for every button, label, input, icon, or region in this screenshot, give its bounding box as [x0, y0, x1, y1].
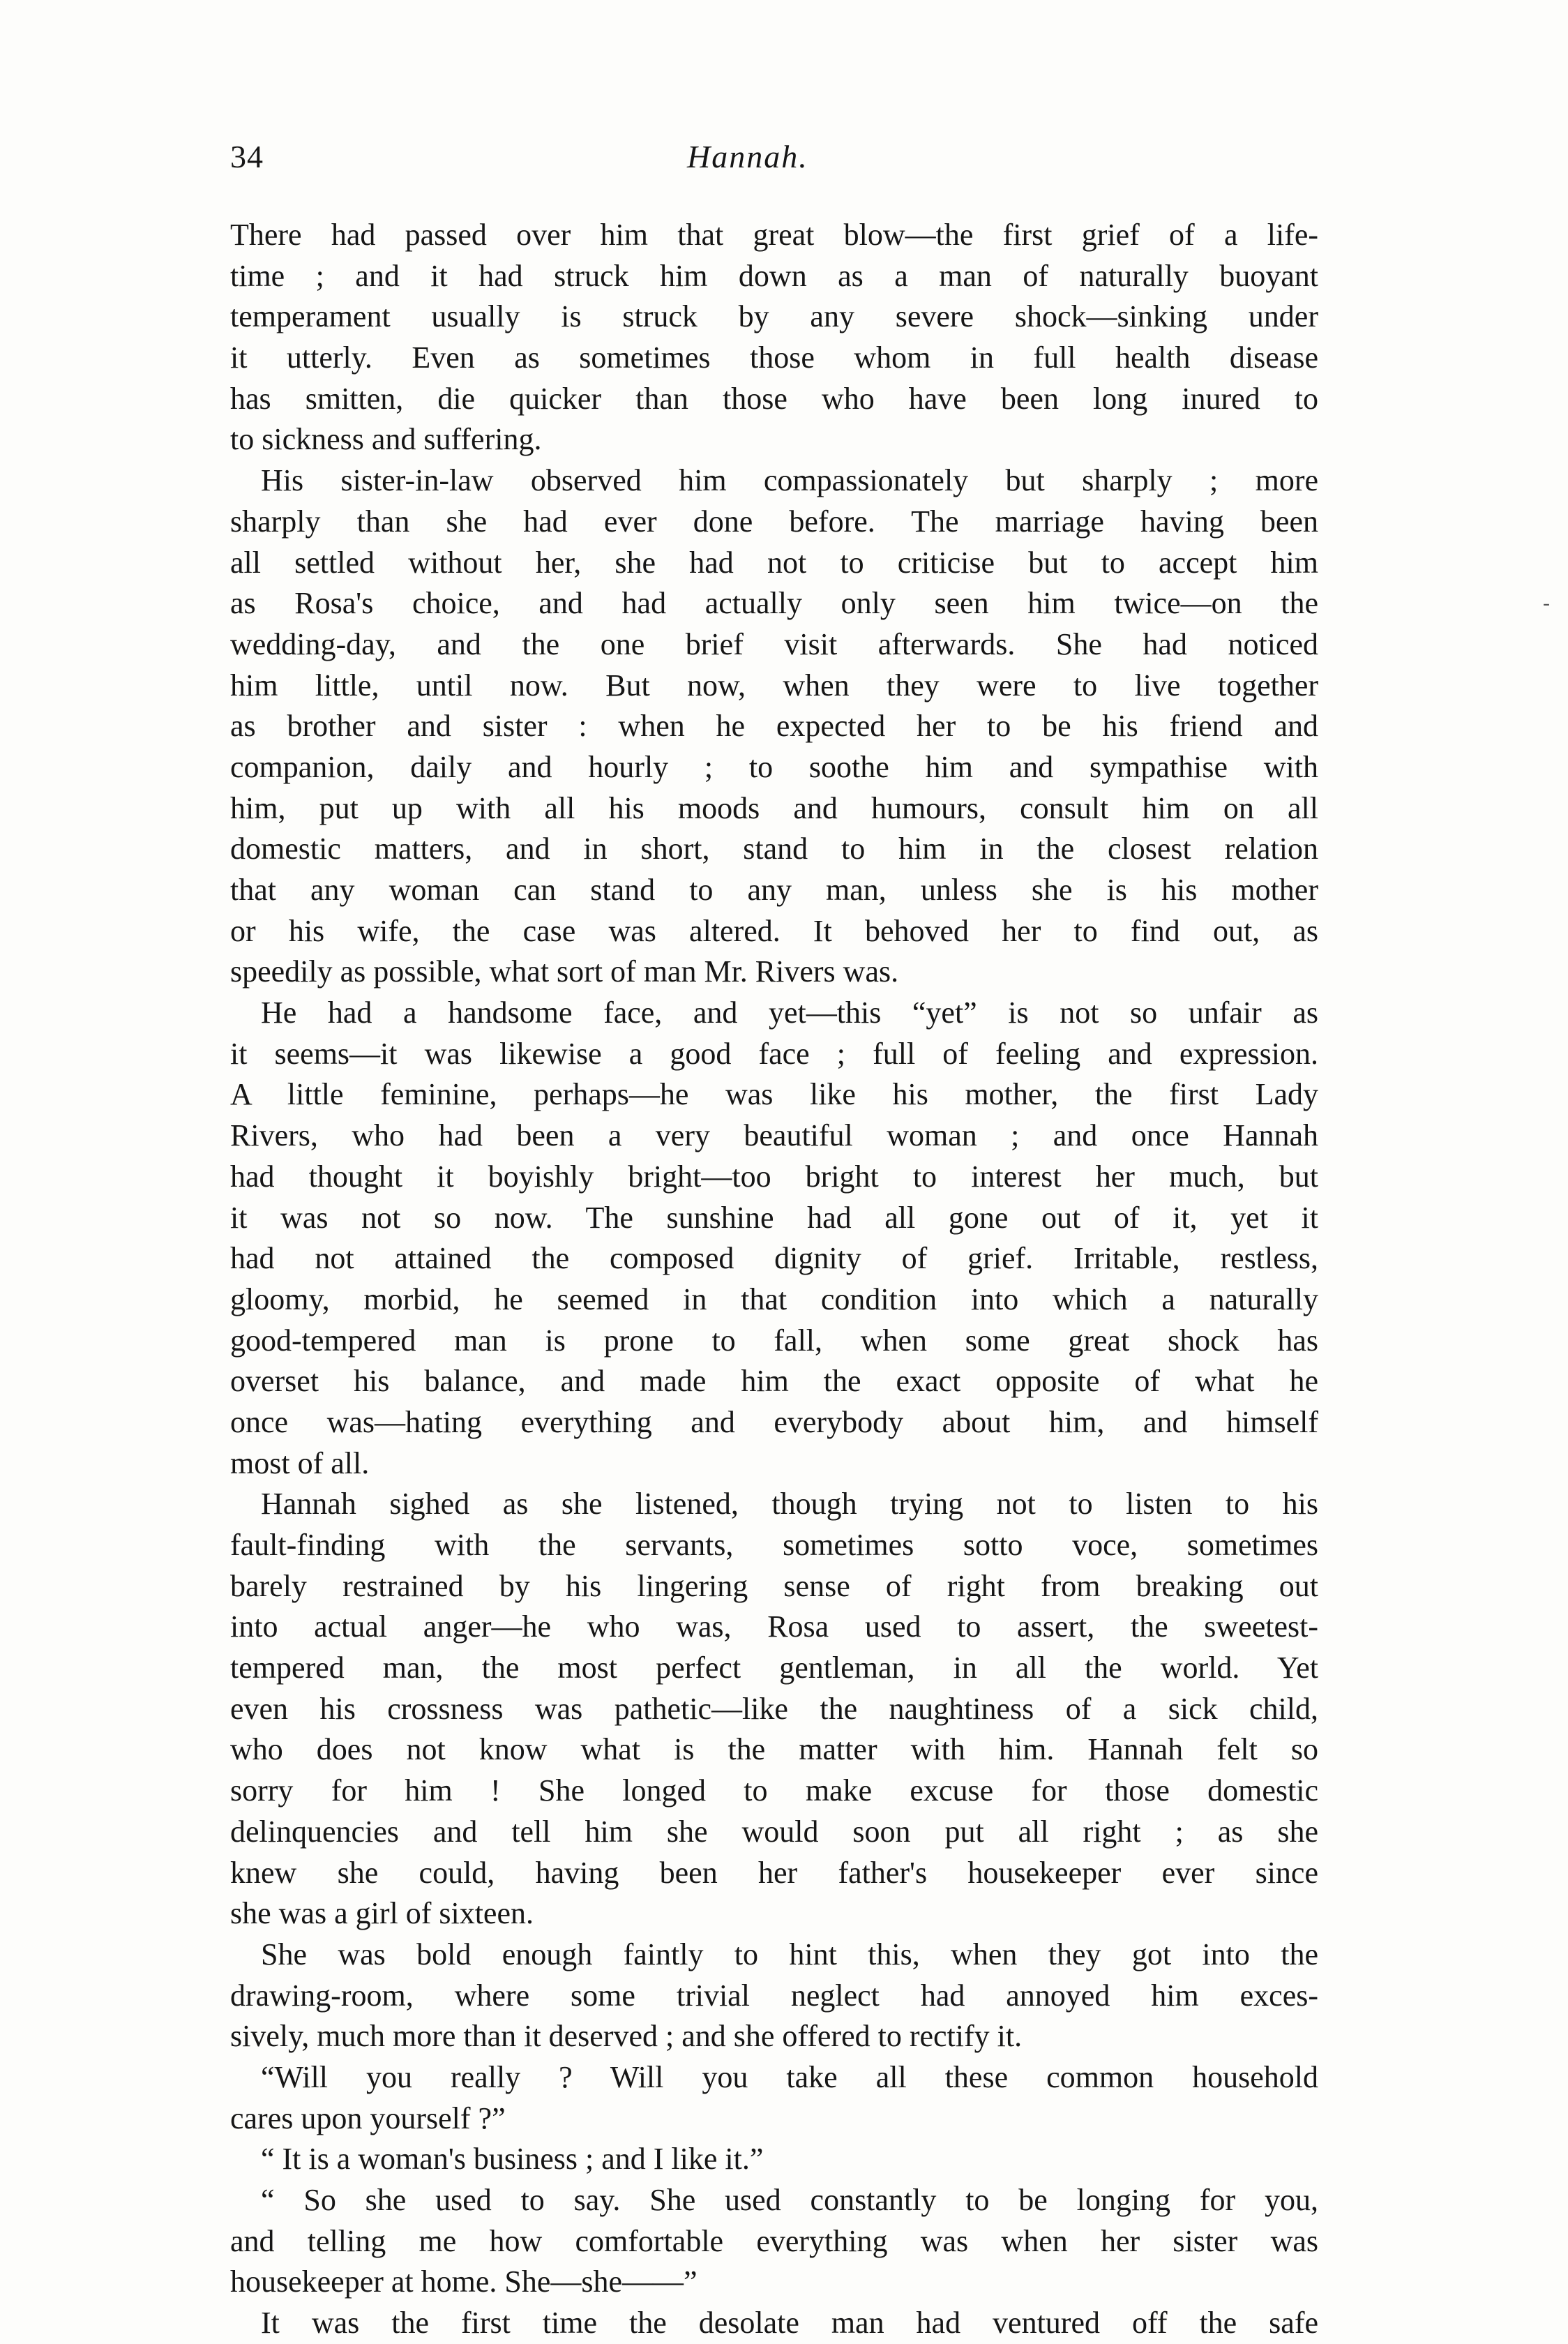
page-header — [230, 138, 1318, 187]
paragraph-start: Hannah sighed as she listened, though trying not to listen to his — [261, 1487, 1318, 1522]
text-line: even his crossness was pathetic—like the naughtiness of a sick child, — [230, 1691, 1318, 1726]
text-line: drawing-room, where some trivial neglect had annoyed him exces- — [230, 1978, 1318, 2013]
paragraph-start: “ It is a woman's business ; and I like it.” — [261, 2142, 764, 2177]
text-line: companion, daily and hourly ; to soothe him and sympathise with — [230, 749, 1318, 784]
text-line: sorry for him ! She longed to make excuse for those domestic — [230, 1773, 1318, 1808]
text-line: or his wife, the case was altered. It behoved her to find out, as — [230, 913, 1318, 948]
text-line: she was a girl of sixteen. — [230, 1896, 534, 1931]
text-line: that any woman can stand to any man, unless she is his mother — [230, 873, 1318, 907]
running-title: Hannah. — [687, 139, 808, 174]
text-line: A little feminine, perhaps—he was like his mother, the first Lady — [230, 1077, 1318, 1112]
text-line: it utterly. Even as sometimes those whom in full health disease — [230, 340, 1318, 375]
text-line: and telling me how comfortable everything was when her sister was — [230, 2223, 1318, 2258]
text-line: it seems—it was likewise a good face ; full of feeling and expression. — [230, 1036, 1318, 1071]
text-line: had thought it boyishly bright—too bright to interest her much, but — [230, 1159, 1318, 1194]
text-line: him little, until now. But now, when they were to live together — [230, 668, 1318, 703]
text-line: domestic matters, and in short, stand to him in the closest relation — [230, 832, 1318, 866]
text-line: time ; and it had struck him down as a man of naturally buoyant — [230, 258, 1318, 293]
text-line: him, put up with all his moods and humours, consult him on all — [230, 790, 1318, 825]
text-line: temperament usually is struck by any severe shock—sinking under — [230, 299, 1318, 334]
paragraph-start: His sister-in-law observed him compassionately but sharply ; more — [261, 463, 1318, 498]
text-line: once was—hating everything and everybody about him, and himself — [230, 1404, 1318, 1439]
text-line: fault-finding with the servants, sometimes sotto voce, sometimes — [230, 1528, 1318, 1562]
text-line: good-tempered man is prone to fall, when some great shock has — [230, 1323, 1318, 1358]
text-line: knew she could, having been her father's housekeeper ever since — [230, 1855, 1318, 1890]
text-line: speedily as possible, what sort of man Mr. Rivers was. — [230, 954, 899, 989]
text-line: There had passed over him that great blow—the first grief of a life- — [230, 218, 1318, 252]
paragraph-start: He had a handsome face, and yet—this “yet” is not so unfair as — [261, 996, 1318, 1030]
text-line: has smitten, die quicker than those who have been long inured to — [230, 381, 1318, 416]
paragraph-start: It was the first time the desolate man had ventured off the safe — [261, 2306, 1318, 2341]
text-line: housekeeper at home. She—she——” — [230, 2264, 698, 2299]
text-line: Rivers, who had been a very beautiful woman ; and once Hannah — [230, 1118, 1318, 1153]
page-number: 34 — [230, 139, 264, 174]
text-line: gloomy, morbid, he seemed in that condition into which a naturally — [230, 1282, 1318, 1316]
text-line: delinquencies and tell him she would soon put all right ; as she — [230, 1814, 1318, 1849]
paragraph-start: “Will you really ? Will you take all these common household — [261, 2059, 1318, 2094]
text-line: cares upon yourself ?” — [230, 2101, 506, 2135]
paragraph-start: She was bold enough faintly to hint this, when they got into the — [261, 1937, 1318, 1971]
text-line: sively, much more than it deserved ; and she offered to rectify it. — [230, 2019, 1023, 2054]
text-line: overset his balance, and made him the exact opposite of what he — [230, 1364, 1318, 1399]
text-line: as brother and sister : when he expected her to be his friend and — [230, 709, 1318, 744]
text-line: as Rosa's choice, and had actually only seen him twice—on the — [230, 586, 1318, 621]
text-line: had not attained the composed dignity of grief. Irritable, restless, — [230, 1241, 1318, 1276]
text-line: wedding-day, and the one brief visit afterwards. She had noticed — [230, 626, 1318, 661]
text-line: all settled without her, she had not to criticise but to accept him — [230, 545, 1318, 580]
text-line: sharply than she had ever done before. The marriage having been — [230, 504, 1318, 539]
text-line: it was not so now. The sunshine had all gone out of it, yet it — [230, 1200, 1318, 1235]
text-line: to sickness and suffering. — [230, 422, 542, 457]
body-text — [230, 215, 1318, 2344]
paragraph-start: “ So she used to say. She used constantly to be longing for you, — [261, 2183, 1318, 2217]
text-line: barely restrained by his lingering sense of right from breaking out — [230, 1568, 1318, 1603]
text-line: tempered man, the most perfect gentleman, in all the world. Yet — [230, 1651, 1318, 1685]
text-line: into actual anger—he who was, Rosa used to assert, the sweetest- — [230, 1609, 1318, 1644]
text-line: most of all. — [230, 1445, 370, 1480]
margin-mark: - — [1543, 592, 1550, 615]
text-line: who does not know what is the matter with him. Hannah felt so — [230, 1732, 1318, 1767]
